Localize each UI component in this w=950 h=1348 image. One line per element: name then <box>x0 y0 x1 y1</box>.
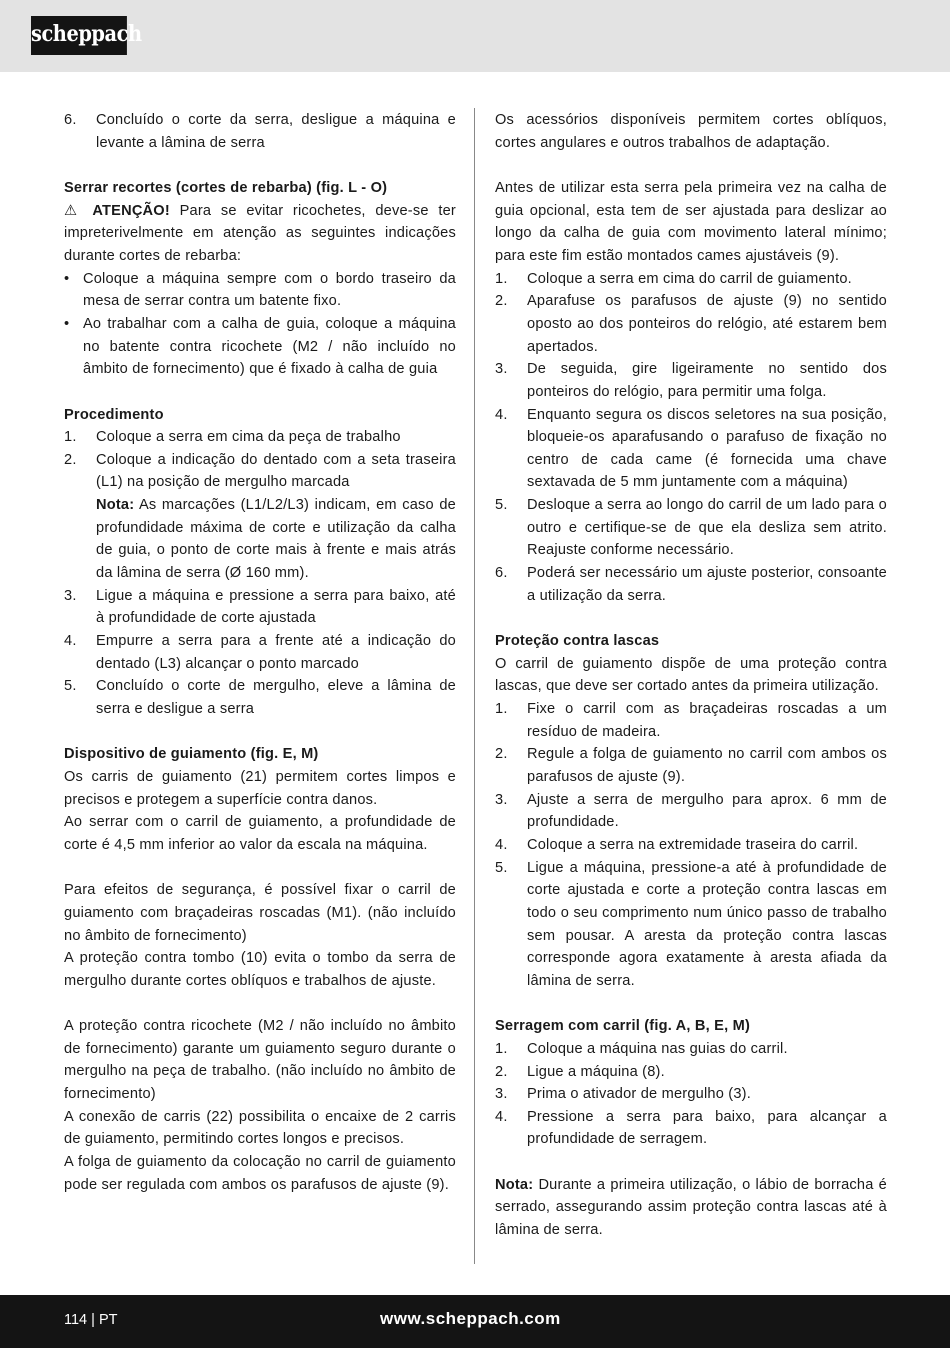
section-heading-procedimento: Procedimento <box>64 406 164 423</box>
paragraph: Para efeitos de segurança, é possível fixar o carril de guiamento com braçadeiras roscadas (M1). (não incluído no âmbito de fornecimento) <box>64 882 456 944</box>
right-column <box>495 109 887 1242</box>
section-heading-lascas: Proteção contra lascas <box>495 633 660 650</box>
paragraph: Os carris de guiamento (21) permitem cortes limpos e precisos e protegem a superfície contra danos. <box>64 768 456 808</box>
list-item: 5. Desloque a serra ao longo do carril de um lado para o outro e certifique-se de que ela desliza sem atrito. Reajuste conforme necessário. <box>495 497 887 559</box>
paragraph: A conexão de carris (22) possibilita o encaixe de 2 carris de guiamento, permitindo cortes longos e precisos. <box>64 1108 456 1148</box>
list-item: 3. Prima o ativador de mergulho (3). <box>495 1086 751 1103</box>
list-item: 6. Poderá ser necessário um ajuste posterior, consoante a utilização da serra. <box>495 565 887 604</box>
list-item: 4. Empurre a serra para a frente até a indicação do dentado (L3) alcançar o ponto marcado <box>64 633 456 672</box>
paragraph: O carril de guiamento dispõe de uma proteção contra lascas, que deve ser cortado antes da primeira utilização. <box>495 655 887 695</box>
paragraph: Os acessórios disponíveis permitem cortes oblíquos, cortes angulares e outros trabalhos de adaptação. <box>495 112 887 151</box>
list-item: 1. Fixe o carril com as braçadeiras roscadas a um resíduo de madeira. <box>495 701 887 740</box>
note-label: Nota: <box>495 1176 534 1193</box>
bullet-item: • Ao trabalhar com a calha de guia, coloque a máquina no batente contra ricochete (M2 / não incluído no âmbito de fornecimento) que é fixado à calha de guia <box>64 315 456 378</box>
list-item: 4. Pressione a serra para baixo, para alcançar a profundidade de serragem. <box>495 1108 887 1148</box>
note-label: Nota: <box>96 497 135 514</box>
page-number: 114 | PT <box>64 1312 118 1328</box>
list-item: 2. Coloque a indicação do dentado com a seta traseira (L1) na posição de mergulho marcada Nota: As marcações (L1/L2/L3) indicam, em caso de profundidade máxima de corte e utilização da calha de guia, o ponto de corte mais à frente e mais atrás da lâmina de serra (Ø 160 mm). <box>64 451 456 582</box>
list-item: 2. Aparafuse os parafusos de ajuste (9) no sentido oposto ao dos ponteiros do relógio, até estarem bem apertados. <box>495 293 887 355</box>
list-item: 6. Concluído o corte da serra, desligue a máquina e levante a lâmina de serra <box>64 112 456 151</box>
bullet-item: • Coloque a máquina sempre com o bordo traseiro da mesa de serrar contra um batente fixo. <box>64 270 456 310</box>
paragraph: Ao serrar com o carril de guiamento, a profundidade de corte é 4,5 mm inferior ao valor da escala na máquina. <box>64 814 456 853</box>
list-item: 1. Coloque a serra em cima do carril de guiamento. <box>495 270 852 287</box>
paragraph: A proteção contra ricochete (M2 / não incluído no âmbito de fornecimento) garante um guiamento seguro durante o mergulho na peça de trabalho. (não incluído no âmbito de fornecimento) <box>64 1018 456 1103</box>
scheppach-logo: scheppach <box>31 16 127 55</box>
list-item: 2. Regule a folga de guiamento no carril com ambos os parafusos de ajuste (9). <box>495 746 887 785</box>
section-heading-serragem: Serragem com carril (fig. A, B, E, M) <box>495 1018 751 1035</box>
list-item: 2. Ligue a máquina (8). <box>495 1063 665 1080</box>
note-paragraph: Nota: Durante a primeira utilização, o lábio de borracha é serrado, assegurando assim proteção contra lascas até à lâmina de serra. <box>495 1176 887 1239</box>
list-item: 3. Ligue a máquina e pressione a serra para baixo, até à profundidade de corte ajustada <box>64 587 456 627</box>
footer-bar <box>0 1295 950 1348</box>
paragraph: A folga de guiamento da colocação no carril de guiamento pode ser regulada com ambos os parafusos de ajuste (9). <box>64 1154 456 1193</box>
list-item: 4. Coloque a serra na extremidade traseira do carril. <box>495 836 859 853</box>
list-item: 4. Enquanto segura os discos seletores na sua posição, bloqueie-os aparafusando o parafuso de fixação no centro de cada came (é fornecida uma chave sextavada de 5 mm juntamente com a máquina) <box>495 406 887 491</box>
paragraph: Antes de utilizar esta serra pela primeira vez na calha de guia opcional, esta tem de ser ajustada para deslizar ao longo da calha de guia com movimento lateral mínimo; para este fim estão montados cames ajustáveis (9). <box>495 179 887 264</box>
list-item: 3. Ajuste a serra de mergulho para aprox. 6 mm de profundidade. <box>495 791 887 831</box>
left-column <box>64 109 456 1196</box>
section-heading-recortes: Serrar recortes (cortes de rebarba) (fig. L - O) <box>64 179 388 196</box>
warning-paragraph: ⚠ ATENÇÃO! Para se evitar ricochetes, deve-se ter impreterivelmente em atenção as seguintes indicações durante cortes de rebarba: <box>64 202 456 264</box>
list-item: 5. Concluído o corte de mergulho, eleve a lâmina de serra e desligue a serra <box>64 678 456 718</box>
list-item: 5. Ligue a máquina, pressione-a até à profundidade de corte ajustada e corte a proteção contra lascas em todo o seu comprimento num único passo de trabalho sem pousar. A aresta da proteção contra lascas corresponde agora exatamente à aresta afiada da lâmina de serra. <box>495 859 887 989</box>
header-bar <box>0 0 950 72</box>
warning-icon: ⚠ <box>64 202 83 219</box>
column-divider <box>474 108 475 1264</box>
list-item: 3. De seguida, gire ligeiramente no sentido dos ponteiros do relógio, para permitir uma folga. <box>495 361 887 400</box>
website-url: www.scheppach.com <box>380 1309 561 1328</box>
list-item: 1. Coloque a máquina nas guias do carril. <box>495 1040 788 1057</box>
section-heading-guiamento: Dispositivo de guiamento (fig. E, M) <box>64 746 319 763</box>
list-item: 1. Coloque a serra em cima da peça de trabalho <box>64 429 401 446</box>
paragraph: A proteção contra tombo (10) evita o tombo da serra de mergulho durante cortes oblíquos e trabalhos de ajuste. <box>64 950 456 989</box>
